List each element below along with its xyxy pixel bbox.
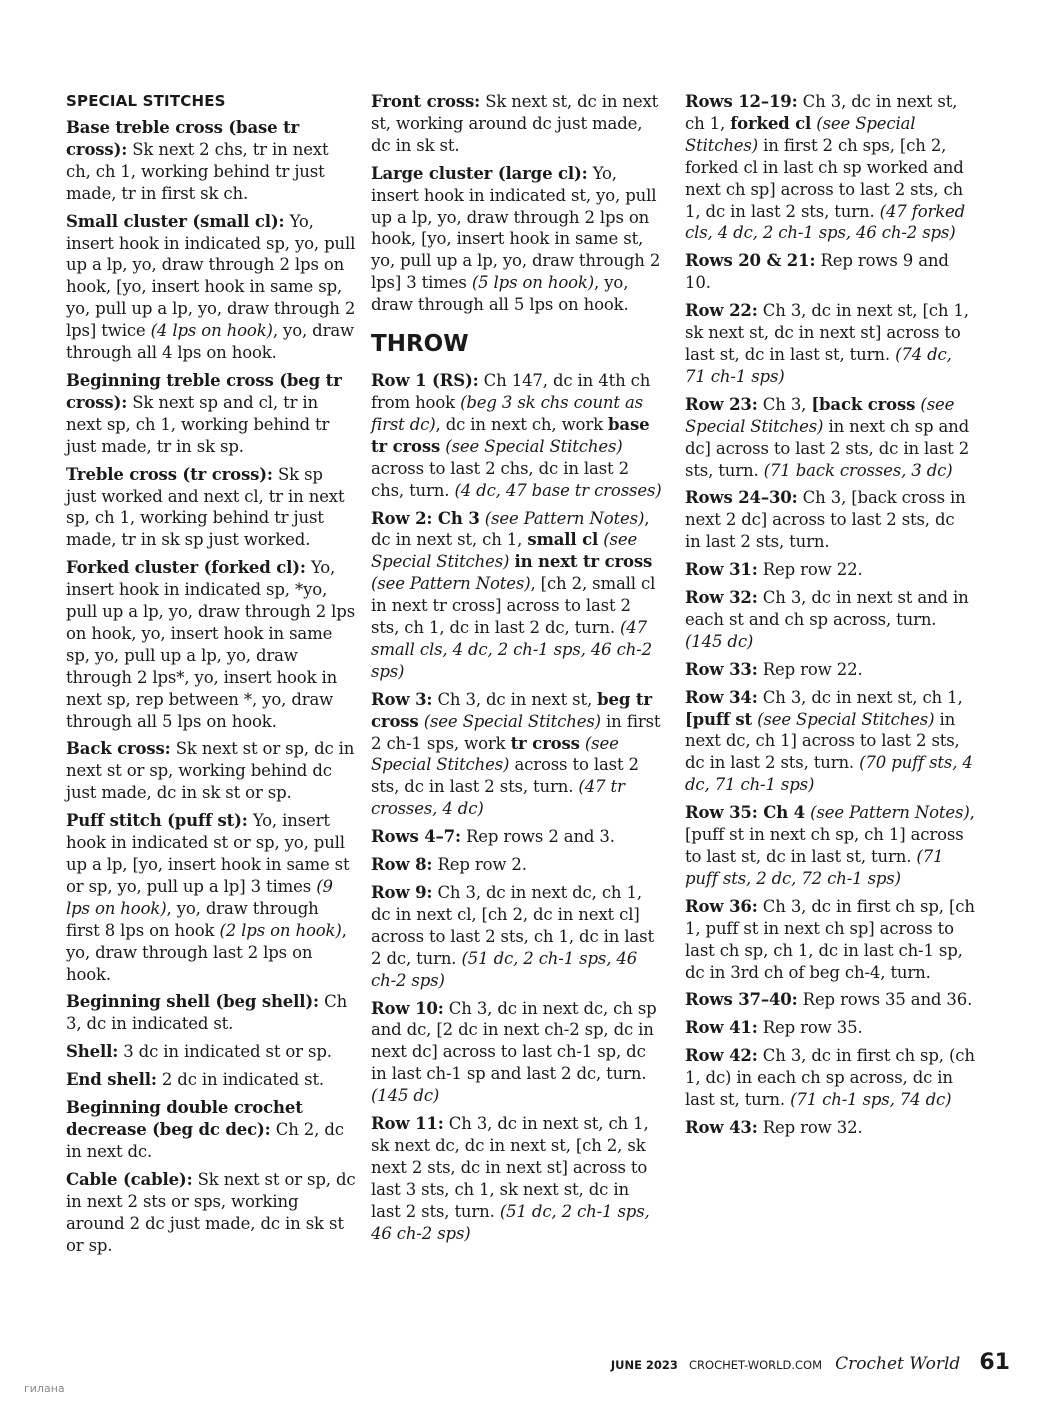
stitch-definition (66, 1169, 356, 1257)
entry-term: Treble cross (tr cross): (66, 464, 273, 484)
entry-text: Ch 3, dc in next st, [ch 1, sk next st, dc in next st] across to last st, dc in last st, turn. (685, 301, 969, 364)
entry-text: in first 2 ch-1 sps, work (371, 711, 661, 753)
entry-term: Row 32: (685, 588, 758, 608)
entry-term: Rows 24–30: (685, 488, 798, 508)
throw-rows-cont (685, 91, 975, 1139)
pattern-row (685, 896, 975, 984)
entry-note: (see Special Stitches) (445, 436, 623, 456)
pattern-row (685, 1117, 975, 1139)
entry-text: Ch 3, (757, 394, 812, 414)
entry-term: Row 9: (371, 883, 433, 902)
entry-text: , yo, draw through all 4 lps on hook. (66, 321, 354, 363)
pattern-row (371, 689, 663, 820)
pattern-row (685, 487, 975, 553)
entry-term: Rows 20 & 21: (685, 251, 816, 271)
entry-note: (see Pattern Notes) (484, 508, 645, 528)
entry-text: Rep row 22. (757, 560, 863, 580)
pattern-row (685, 687, 975, 797)
pattern-row (371, 508, 663, 683)
entry-term: Back cross: (66, 739, 171, 759)
entry-term: Rows 4–7: (371, 827, 461, 847)
special-stitches-list-cont (371, 91, 663, 316)
footer-website: CROCHET-WORLD.COM (689, 1358, 823, 1372)
stitch-definition (371, 163, 663, 316)
pattern-row (685, 1045, 975, 1111)
stitch-definition (66, 1097, 356, 1163)
entry-text: Ch 3, dc in next st, ch 1, (757, 687, 963, 707)
pattern-row (371, 370, 663, 501)
entry-term: Row 2: Ch 3 (371, 508, 480, 528)
entry-term: Row 33: (685, 659, 758, 679)
entry-note: (51 dc, 2 ch-1 sps, 46 ch-2 sps) (371, 948, 638, 990)
entry-term: small cl (527, 530, 599, 550)
entry-text: Ch 2, dc in next dc. (66, 1119, 344, 1161)
stitch-definition (66, 1069, 356, 1091)
watermark: гилана (24, 1382, 65, 1395)
entry-term: Row 3: (371, 689, 433, 709)
entry-term: Beginning double crochet decrease (beg dc dec): (66, 1098, 303, 1139)
special-stitches-list (66, 117, 356, 1256)
column-2 (371, 91, 663, 1251)
entry-text: across to last 2 chs, dc in last 2 chs, turn. (371, 458, 629, 500)
entry-term: Small cluster (small cl): (66, 211, 285, 231)
entry-text: Yo, insert hook in indicated st, yo, pull up a lp, yo, draw through 2 lps on hook, [yo, insert hook in same st, yo, pull up a lp, yo, draw through 2 lps] 3 times (371, 163, 661, 293)
entry-text: Sk next st or sp, dc in next 2 sts or sps, working around 2 dc just made, dc in sk st or sp. (66, 1169, 356, 1255)
stitch-definition (66, 810, 356, 985)
entry-note: (see Special Stitches) (371, 530, 638, 572)
entry-text: Rep rows 2 and 3. (460, 827, 615, 847)
entry-term: Row 42: (685, 1046, 758, 1066)
pattern-row (371, 1113, 663, 1244)
special-stitches-heading: SPECIAL STITCHES (66, 92, 226, 110)
entry-term: Row 34: (685, 687, 758, 707)
entry-term: tr cross (510, 733, 580, 753)
pattern-row (685, 659, 975, 681)
entry-text: in next dc, ch 1] across to last 2 sts, dc in last 2 sts, turn. (685, 709, 960, 773)
pattern-row (685, 394, 975, 482)
entry-term: Shell: (66, 1042, 119, 1062)
page-number: 61 (979, 1350, 1010, 1375)
entry-note: (see Pattern Notes) (810, 803, 970, 823)
entry-note: (71 back crosses, 3 dc) (763, 460, 953, 480)
entry-term: Large cluster (large cl): (371, 163, 588, 183)
entry-text: , dc in next ch, work (435, 414, 609, 434)
pattern-row (685, 1017, 975, 1039)
entry-note: (see Special Stitches) (371, 733, 619, 775)
entry-term: Front cross: (371, 92, 481, 111)
entry-term: Forked cluster (forked cl): (66, 558, 306, 578)
entry-term: Row 41: (685, 1018, 758, 1038)
entry-term: Row 43: (685, 1117, 758, 1137)
entry-text: across to last 2 sts, dc in last 2 sts, turn. (371, 755, 639, 797)
entry-text: Ch 3, dc in next st and in each st and ch sp across, turn. (685, 588, 969, 629)
entry-term: Rows 12–19: (685, 92, 798, 111)
stitch-definition (66, 370, 356, 458)
entry-text: Sk next st, dc in next st, working around dc just made, dc in sk st. (371, 92, 659, 155)
entry-text: Rep row 2. (432, 855, 527, 875)
entry-note: (see Special Stitches) (423, 711, 601, 731)
entry-term: Row 1 (RS): (371, 371, 479, 391)
entry-text: 3 dc in indicated st or sp. (118, 1042, 332, 1062)
entry-note: (47 tr crosses, 4 dc) (371, 777, 625, 819)
entry-text: , yo, draw through last 2 lps on hook. (66, 920, 347, 984)
pattern-row (685, 587, 975, 653)
pattern-row (685, 250, 975, 294)
entry-text: Sk next sp and cl, tr in next sp, ch 1, working behind tr just made, tr in sk sp. (66, 392, 330, 456)
pattern-row (685, 989, 975, 1011)
entry-note: (see Special Stitches) (685, 394, 955, 436)
entry-text: , dc in next st, ch 1, (371, 508, 650, 550)
entry-term: Row 36: (685, 896, 758, 916)
entry-term: Puff stitch (puff st): (66, 811, 248, 831)
entry-term: Row 11: (371, 1114, 444, 1134)
entry-text: Ch 3, dc in indicated st. (66, 992, 348, 1034)
entry-term: Row 8: (371, 855, 433, 875)
entry-term: Base treble cross (base tr cross): (66, 118, 300, 159)
pattern-row (371, 854, 663, 876)
stitch-definition (66, 464, 356, 552)
pattern-row (685, 300, 975, 388)
entry-text: Rep row 22. (757, 659, 863, 679)
entry-term: Beginning treble cross (beg tr cross): (66, 370, 342, 412)
entry-note: (see Pattern Notes) (371, 574, 531, 594)
stitch-definition (66, 738, 356, 804)
entry-note: (71 ch-1 sps, 74 dc) (790, 1090, 952, 1110)
entry-term: Row 35: Ch 4 (685, 803, 806, 823)
entry-text: Yo, insert hook in indicated sp, *yo, pull up a lp, yo, draw through 2 lps on hook, yo, insert hook in same sp, yo, pull up a lp, yo, draw through 2 lps*, yo, insert hook in next sp, rep between *, yo, draw through all 5 lps on hook. (66, 558, 356, 731)
entry-text: in first 2 ch sps, [ch 2, forked cl in last ch sp worked and next ch sp] across to last 2 sts, ch 1, dc in last 2 sts, turn. (685, 135, 964, 221)
footer-magazine-title: Crochet World (835, 1354, 961, 1374)
entry-term: End shell: (66, 1070, 157, 1090)
stitch-definition (66, 117, 356, 205)
entry-text: Rep rows 35 and 36. (797, 990, 973, 1010)
entry-note: (74 dc, 71 ch-1 sps) (685, 344, 952, 386)
entry-note: (see Special Stitches) (685, 113, 916, 155)
entry-term: Rows 37–40: (685, 990, 798, 1010)
entry-note: (2 lps on hook) (219, 920, 342, 940)
entry-text: Ch 3, dc in next st, ch 1, (685, 92, 958, 133)
entry-text: Sk sp just worked and next cl, tr in next sp, ch 1, working behind tr just made, tr in sk sp just worked. (66, 464, 345, 550)
entry-text: , yo, draw through first 8 lps on hook (66, 898, 319, 940)
pattern-row (371, 826, 663, 848)
entry-text: Ch 147, dc in 4th ch from hook (371, 371, 651, 412)
entry-note: (5 lps on hook) (471, 273, 595, 293)
pattern-row (685, 559, 975, 581)
entry-text: Yo, insert hook in indicated st or sp, yo, pull up a lp, [yo, insert hook in same st or sp, yo, pull up a lp] 3 times (66, 811, 350, 896)
pattern-row (685, 802, 975, 890)
entry-term: [back cross (811, 394, 916, 414)
entry-note: (71 puff sts, 2 dc, 72 ch-1 sps) (685, 847, 944, 888)
entry-term: Row 22: (685, 301, 758, 321)
entry-text: , yo, draw through all 5 lps on hook. (371, 273, 629, 315)
pattern-row (685, 91, 975, 244)
entry-text: , [ch 2, small cl in next tr cross] across to last 2 sts, ch 1, dc in last 2 dc, turn. (371, 574, 656, 638)
entry-note: (beg 3 sk chs count as first dc) (371, 392, 643, 434)
entry-note: (51 dc, 2 ch-1 sps, 46 ch-2 sps) (371, 1201, 650, 1243)
entry-text: Sk next 2 chs, tr in next ch, ch 1, working behind tr just made, tr in first sk ch. (66, 139, 329, 203)
entry-term: [puff st (685, 709, 752, 729)
entry-term: Beginning shell (beg shell): (66, 992, 319, 1012)
entry-note: (4 lps on hook) (150, 321, 273, 341)
entry-text: Sk next st or sp, dc in next st or sp, working behind dc just made, dc in sk st or sp. (66, 739, 355, 803)
entry-note: (145 dc) (371, 1086, 440, 1106)
throw-rows (371, 370, 663, 1244)
stitch-definition (66, 211, 356, 364)
throw-heading: THROW (371, 331, 469, 358)
entry-term: Cable (cable): (66, 1169, 193, 1189)
entry-note: (see Special Stitches) (757, 709, 935, 729)
entry-text: , [puff st in next ch sp, ch 1] across to last st, dc in last st, turn. (685, 803, 975, 866)
entry-text: Ch 3, [back cross in next 2 dc] across to last 2 sts, dc in last 2 sts, turn. (685, 488, 966, 552)
entry-text: Ch 3, dc in first ch sp, [ch 1, puff st in next ch sp] across to last ch sp, ch 1, dc in last ch-1 sp, dc in 3rd ch of beg ch-4, turn. (685, 896, 975, 982)
pattern-row (371, 882, 663, 992)
entry-term: Row 31: (685, 560, 758, 580)
entry-note: (145 dc) (685, 631, 754, 651)
entry-text: in next ch sp and dc] across to last 2 sts, dc in last 2 sts, turn. (685, 416, 970, 480)
entry-term: base tr cross (371, 414, 650, 456)
entry-note: (47 forked cls, 4 dc, 2 ch-1 sps, 46 ch-2 sps) (685, 201, 966, 243)
stitch-definition (371, 91, 663, 157)
footer-date: JUNE 2023 (610, 1358, 678, 1372)
entry-note: (9 lps on hook) (66, 876, 333, 918)
pattern-row (371, 998, 663, 1108)
entry-text: Ch 3, dc in next dc, ch 1, dc in next cl, [ch 2, dc in next cl] across to last 2 sts, ch 1, dc in last 2 dc, turn. (371, 883, 654, 968)
column-1 (66, 91, 356, 1262)
entry-text: Rep rows 9 and 10. (685, 251, 949, 293)
stitch-definition (66, 991, 356, 1035)
entry-term: in next tr cross (514, 552, 653, 572)
entry-term: Row 10: (371, 998, 444, 1018)
stitch-definition (66, 1041, 356, 1063)
entry-text: 2 dc in indicated st. (156, 1070, 325, 1090)
entry-text: Ch 3, dc in next st, (432, 689, 598, 709)
stitch-definition (66, 557, 356, 732)
entry-text: Ch 3, dc in next dc, ch sp and dc, [2 dc in next ch-2 sp, dc in next dc] across to last ch-1 sp, dc in last ch-1 sp and last 2 dc, turn. (371, 998, 657, 1084)
entry-text: Rep row 32. (757, 1117, 863, 1137)
entry-note: (47 small cls, 4 dc, 2 ch-1 sps, 46 ch-2 sps) (371, 618, 652, 681)
entry-term: beg tr cross (371, 689, 652, 731)
entry-note: (70 puff sts, 4 dc, 71 ch-1 sps) (685, 753, 973, 795)
entry-text: Yo, insert hook in indicated sp, yo, pull up a lp, yo, draw through 2 lps on hook, [yo, insert hook in same sp, yo, pull up a lp, yo, draw through 2 lps] twice (66, 211, 356, 341)
column-3 (685, 91, 975, 1145)
entry-term: Row 23: (685, 394, 758, 414)
entry-term: forked cl (730, 113, 812, 133)
entry-note: (4 dc, 47 base tr crosses) (454, 480, 662, 500)
entry-text: Ch 3, dc in next st, ch 1, sk next dc, dc in next st, [ch 2, sk next 2 sts, dc in next st] across to last 3 sts, ch 1, sk next st, dc in last 2 sts, turn. (371, 1114, 649, 1221)
entry-text: Rep row 35. (757, 1018, 863, 1038)
entry-text: Ch 3, dc in first ch sp, (ch 1, dc) in each ch sp across, dc in last st, turn. (685, 1046, 975, 1110)
page-footer (560, 1350, 1010, 1375)
